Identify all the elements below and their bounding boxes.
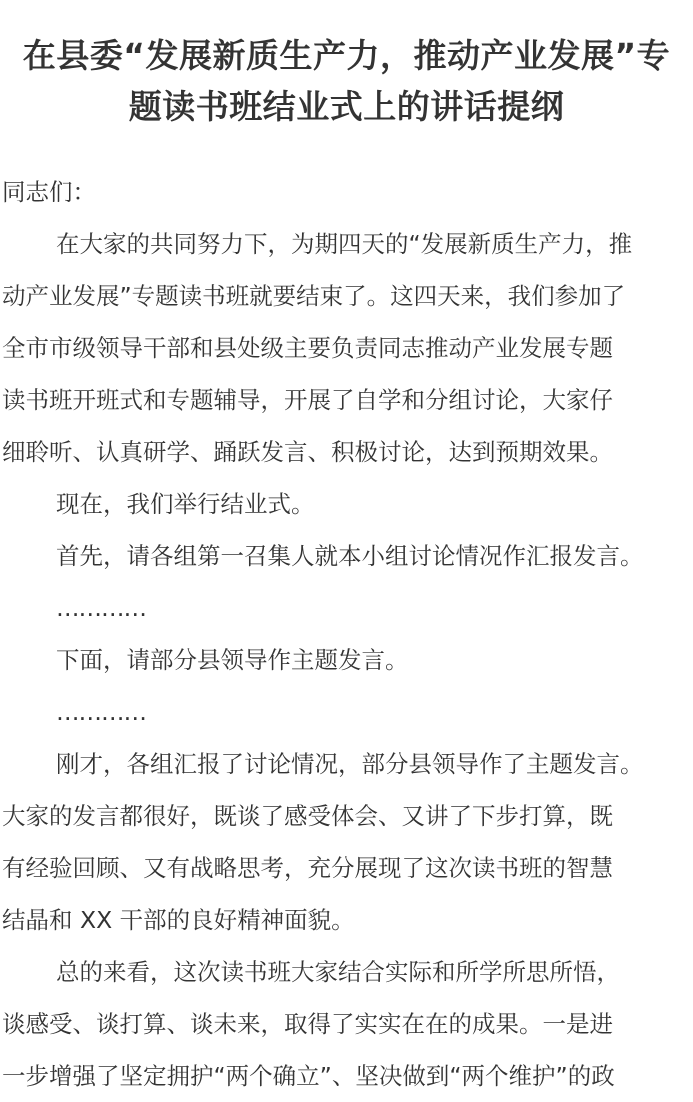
paragraph-line: 全市市级领导干部和县处级主要负责同志推动产业发展专题 — [2, 334, 613, 362]
paragraph-line: 刚才，各组汇报了讨论情况，部分县领导作了主题发言。 — [56, 750, 644, 778]
paragraph-line: 细聆听、认真研学、踊跃发言、积极讨论，达到预期效果。 — [2, 438, 613, 466]
paragraph-first-report — [0, 530, 693, 582]
paragraph-line: 有经验回顾、又有战略思考，充分展现了这次读书班的智慧 — [2, 854, 613, 882]
paragraph-line: 总的来看，这次读书班大家结合实际和所学所思所悟， — [56, 958, 620, 986]
paragraph-county-leaders — [0, 634, 693, 686]
paragraph-line: 读书班开班式和专题辅导，开展了自学和分组讨论，大家仔 — [2, 386, 613, 414]
paragraph-ceremony — [0, 478, 693, 530]
document-title — [0, 0, 693, 132]
paragraph-line: 动产业发展”专题读书班就要结束了。这四天来，我们参加了 — [2, 282, 626, 310]
paragraph-line: 一步增强了坚定拥护“两个确立”、坚决做到“两个维护”的政 — [2, 1062, 615, 1090]
paragraph-line: 结晶和 XX 干部的良好精神面貌。 — [2, 906, 355, 934]
paragraph-line: 现在，我们举行结业式。 — [56, 490, 315, 518]
title-line-2: 题读书班结业式上的讲话提纲 — [128, 87, 565, 126]
paragraph-line: 大家的发言都很好，既谈了感受体会、又讲了下步打算，既 — [2, 802, 613, 830]
paragraph-line: 首先，请各组第一召集人就本小组讨论情况作汇报发言。 — [56, 542, 644, 570]
ellipsis-2: ………… — [56, 698, 146, 726]
paragraph-opening — [0, 218, 693, 478]
paragraph-overall — [0, 946, 693, 1102]
title-line-1: 在县委“发展新质生产力，推动产业发展”专 — [22, 36, 671, 75]
paragraph-line: 下面，请部分县领导作主题发言。 — [56, 646, 409, 674]
document-body — [0, 166, 693, 1102]
paragraph-line: 谈感受、谈打算、谈未来，取得了实实在在的成果。一是进 — [2, 1010, 613, 1038]
ellipsis-1: ………… — [56, 594, 146, 622]
salutation: 同志们： — [2, 178, 96, 206]
paragraph-summary — [0, 738, 693, 946]
paragraph-line: 在大家的共同努力下，为期四天的“发展新质生产力，推 — [56, 230, 633, 258]
